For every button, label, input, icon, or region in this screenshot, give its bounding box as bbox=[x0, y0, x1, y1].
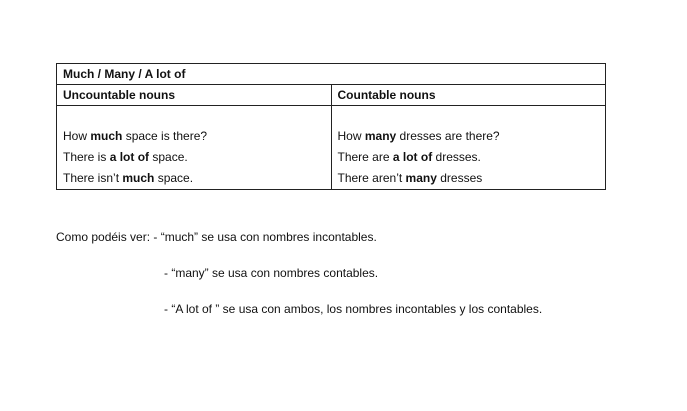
header-countable: Countable nouns bbox=[331, 85, 606, 106]
example-text: There aren’t bbox=[337, 171, 406, 185]
example-text: dresses. bbox=[432, 150, 481, 164]
example-keyword: many bbox=[364, 129, 397, 143]
example-keyword: many bbox=[405, 171, 437, 185]
grammar-table bbox=[56, 63, 606, 190]
table-title-row bbox=[57, 64, 606, 85]
countable-examples bbox=[331, 106, 606, 190]
example-text: space is there? bbox=[122, 129, 208, 143]
example-line bbox=[63, 168, 325, 189]
header-uncountable: Uncountable nouns bbox=[57, 85, 332, 106]
example-text: There is bbox=[63, 150, 110, 164]
example-line bbox=[338, 168, 600, 189]
example-text: There isn’t bbox=[63, 171, 123, 185]
note-much: Como podéis ver: - “much” se usa con nombres incontables. bbox=[56, 230, 377, 244]
note-many: - “many” se usa con nombres contables. bbox=[164, 266, 379, 280]
uncountable-examples bbox=[57, 106, 332, 190]
table-header-row bbox=[57, 85, 606, 106]
table-examples-row bbox=[57, 106, 606, 190]
example-text: How bbox=[63, 129, 91, 143]
example-text: How bbox=[337, 129, 365, 143]
example-text: dresses are there? bbox=[396, 129, 500, 143]
table-title: Much / Many / A lot of bbox=[57, 64, 606, 85]
example-text: dresses bbox=[436, 171, 483, 185]
example-text: There are bbox=[337, 150, 393, 164]
example-text: space. bbox=[149, 150, 188, 164]
example-text: space. bbox=[154, 171, 194, 185]
example-keyword: much bbox=[90, 129, 123, 143]
example-keyword: a lot of bbox=[109, 150, 150, 164]
example-keyword: a lot of bbox=[392, 150, 433, 164]
example-line bbox=[63, 126, 325, 147]
example-line bbox=[338, 147, 600, 168]
example-line bbox=[338, 126, 600, 147]
note-a-lot-of: - “A lot of ” se usa con ambos, los nombres incontables y los contables. bbox=[164, 302, 543, 316]
example-line bbox=[63, 147, 325, 168]
example-keyword: much bbox=[122, 171, 155, 185]
